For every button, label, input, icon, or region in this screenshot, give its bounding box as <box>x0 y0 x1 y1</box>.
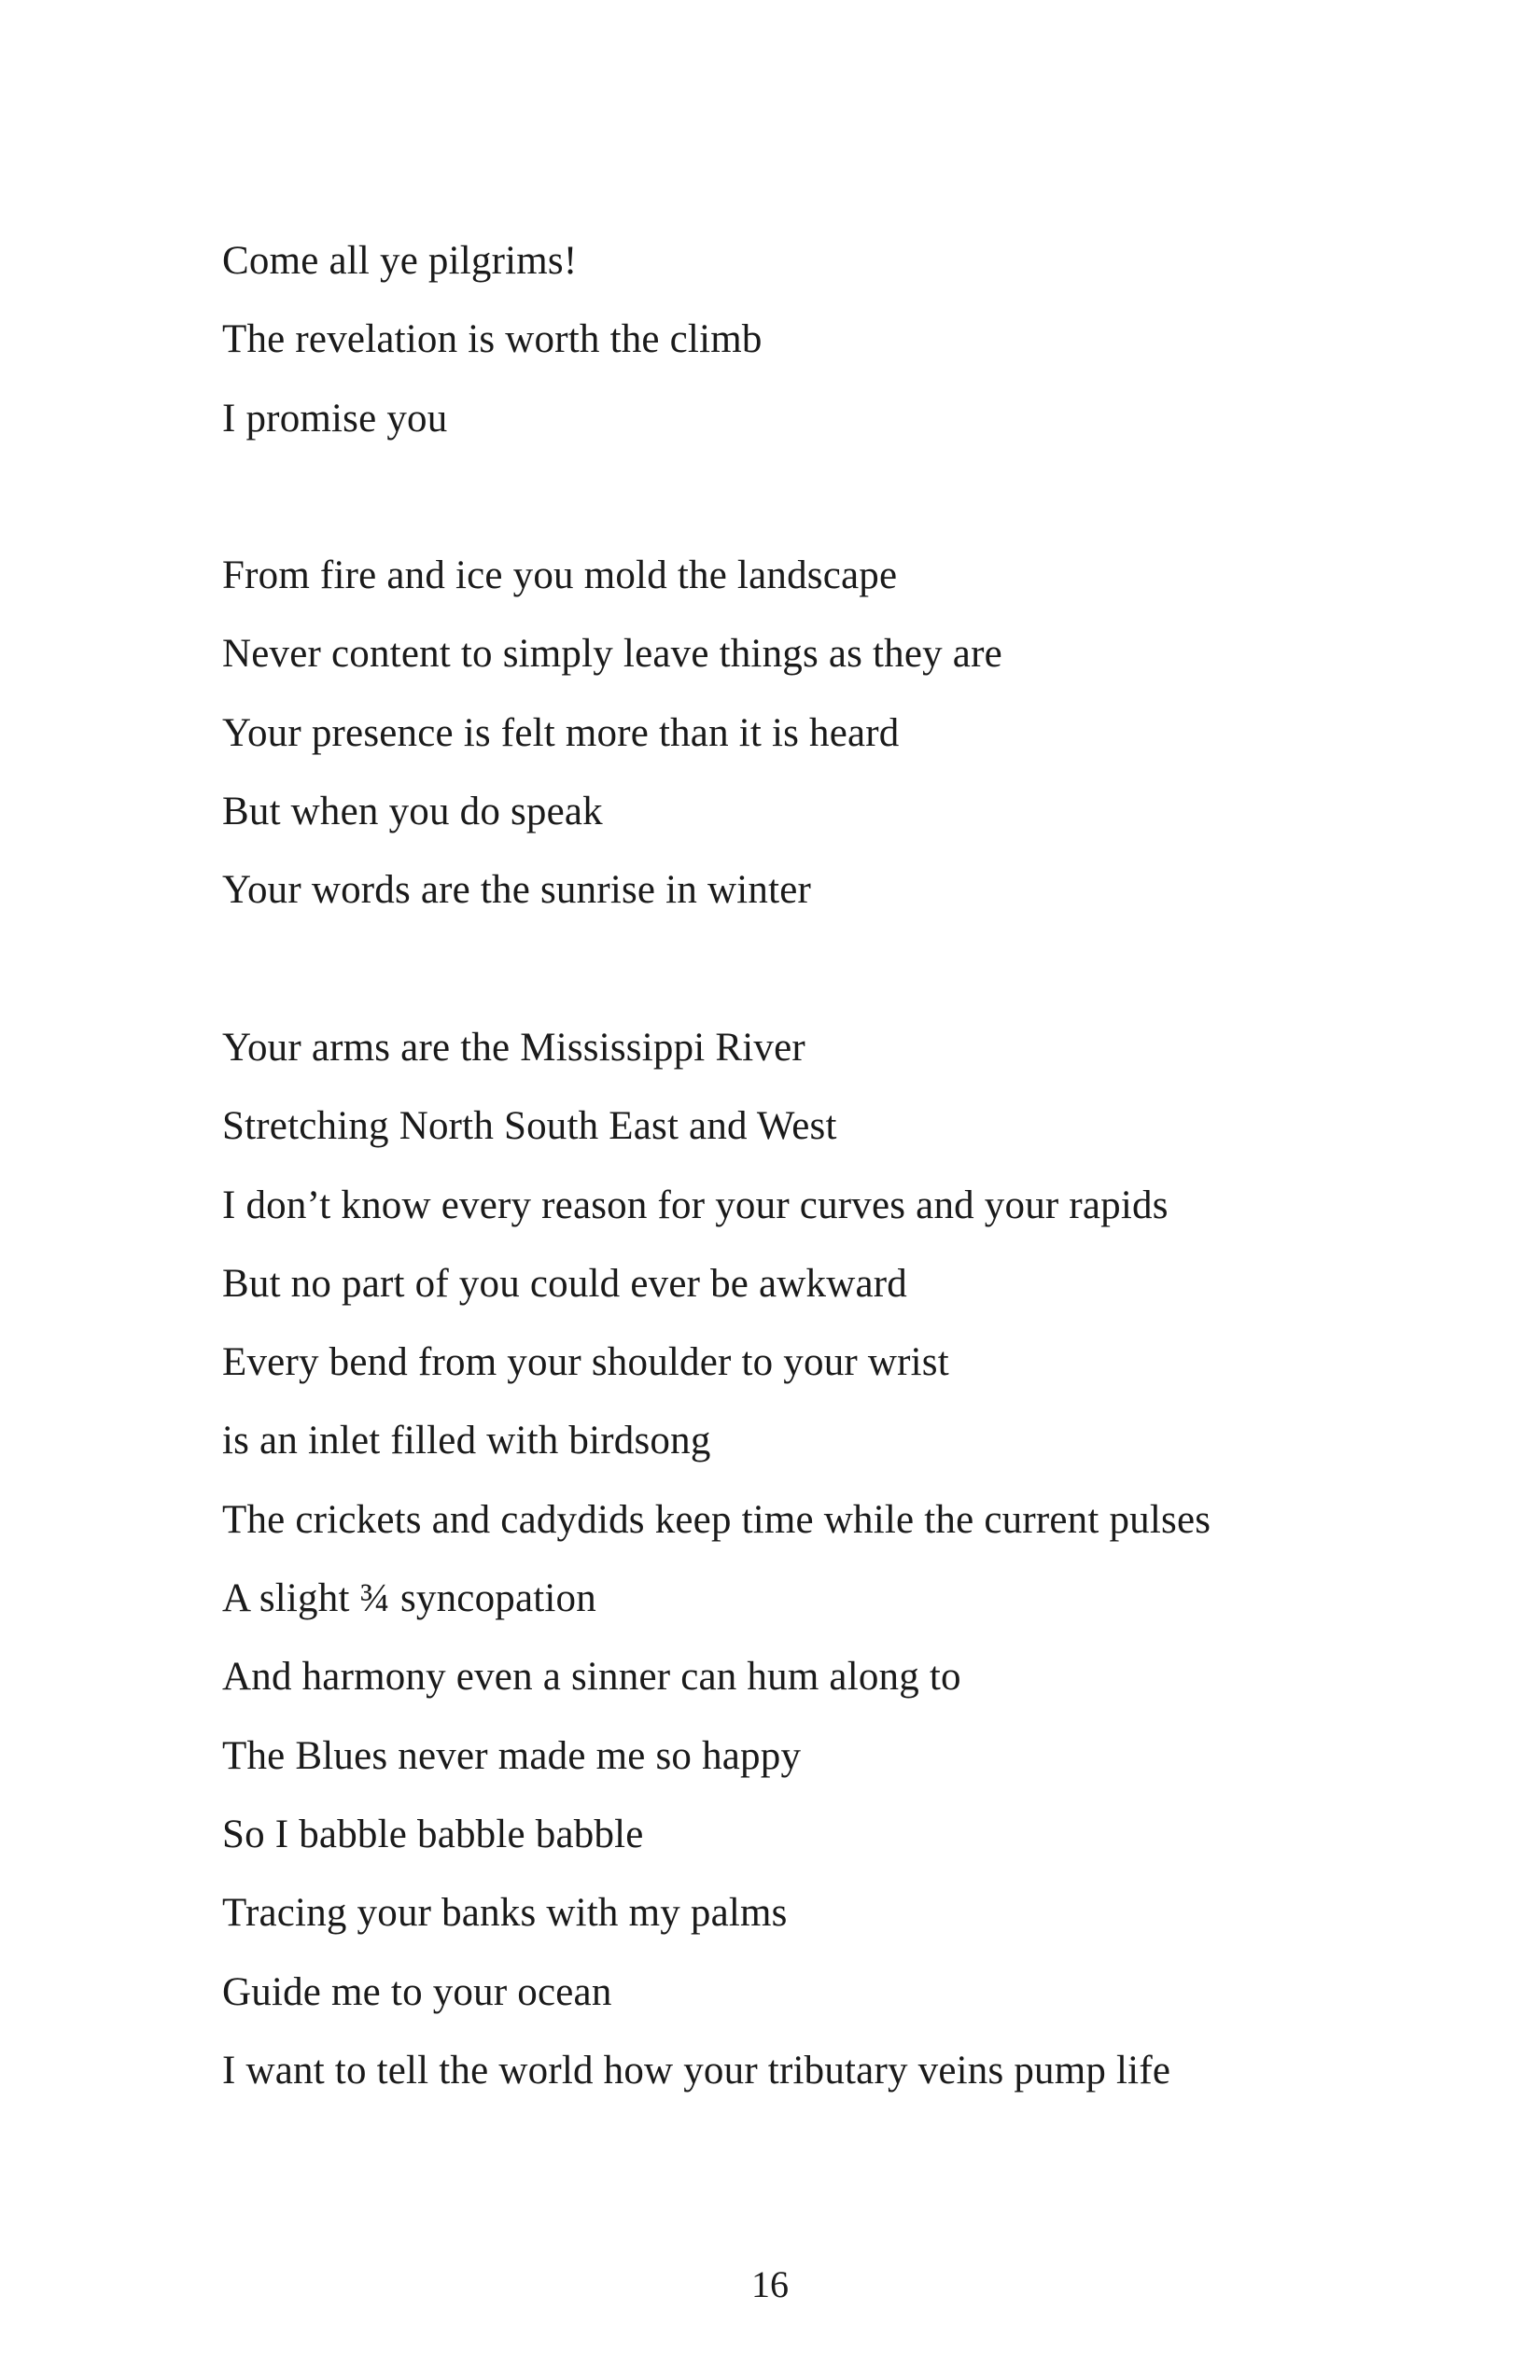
poem-line: I want to tell the world how your tributary veins pump life <box>222 2048 1171 2093</box>
poem-line: Your presence is felt more than it is heard <box>222 710 900 755</box>
poem-line: Your arms are the Mississippi River <box>222 1025 805 1070</box>
stanza-2 <box>222 537 1342 930</box>
poem-line: The crickets and cadydids keep time while the current pulses <box>222 1497 1211 1542</box>
poem-line: From fire and ice you mold the landscape <box>222 553 898 598</box>
poem-body <box>222 222 1342 2110</box>
poem-line: Every bend from your shoulder to your wrist <box>222 1340 949 1385</box>
poem-line: Stretching North South East and West <box>222 1104 837 1149</box>
stanza-1 <box>222 222 1342 458</box>
poem-line: But when you do speak <box>222 790 603 834</box>
stanza-3 <box>222 1009 1342 2110</box>
poem-line: The revelation is worth the climb <box>222 317 763 362</box>
stanza-break <box>222 458 1342 537</box>
poem-line: is an inlet filled with birdsong <box>222 1419 711 1463</box>
stanza-break <box>222 931 1342 1009</box>
poem-line: I don’t know every reason for your curves and your rapids <box>222 1183 1169 1227</box>
poem-line: But no part of you could ever be awkward <box>222 1261 908 1306</box>
poem-line: Your words are the sunrise in winter <box>222 868 812 913</box>
poem-line: A slight ¾ syncopation <box>222 1576 596 1621</box>
poem-line: And harmony even a sinner can hum along to <box>222 1655 961 1700</box>
poem-line: I promise you <box>222 396 448 441</box>
poem-line: Never content to simply leave things as they are <box>222 632 1002 677</box>
poem-line: So I babble babble babble <box>222 1812 644 1856</box>
poem-line: Tracing your banks with my palms <box>222 1891 788 1936</box>
poem-line: Come all ye pilgrims! <box>222 239 578 283</box>
poem-line: The Blues never made me so happy <box>222 1733 802 1778</box>
poem-line: Guide me to your ocean <box>222 1969 612 2014</box>
page-number: 16 <box>751 2263 789 2305</box>
